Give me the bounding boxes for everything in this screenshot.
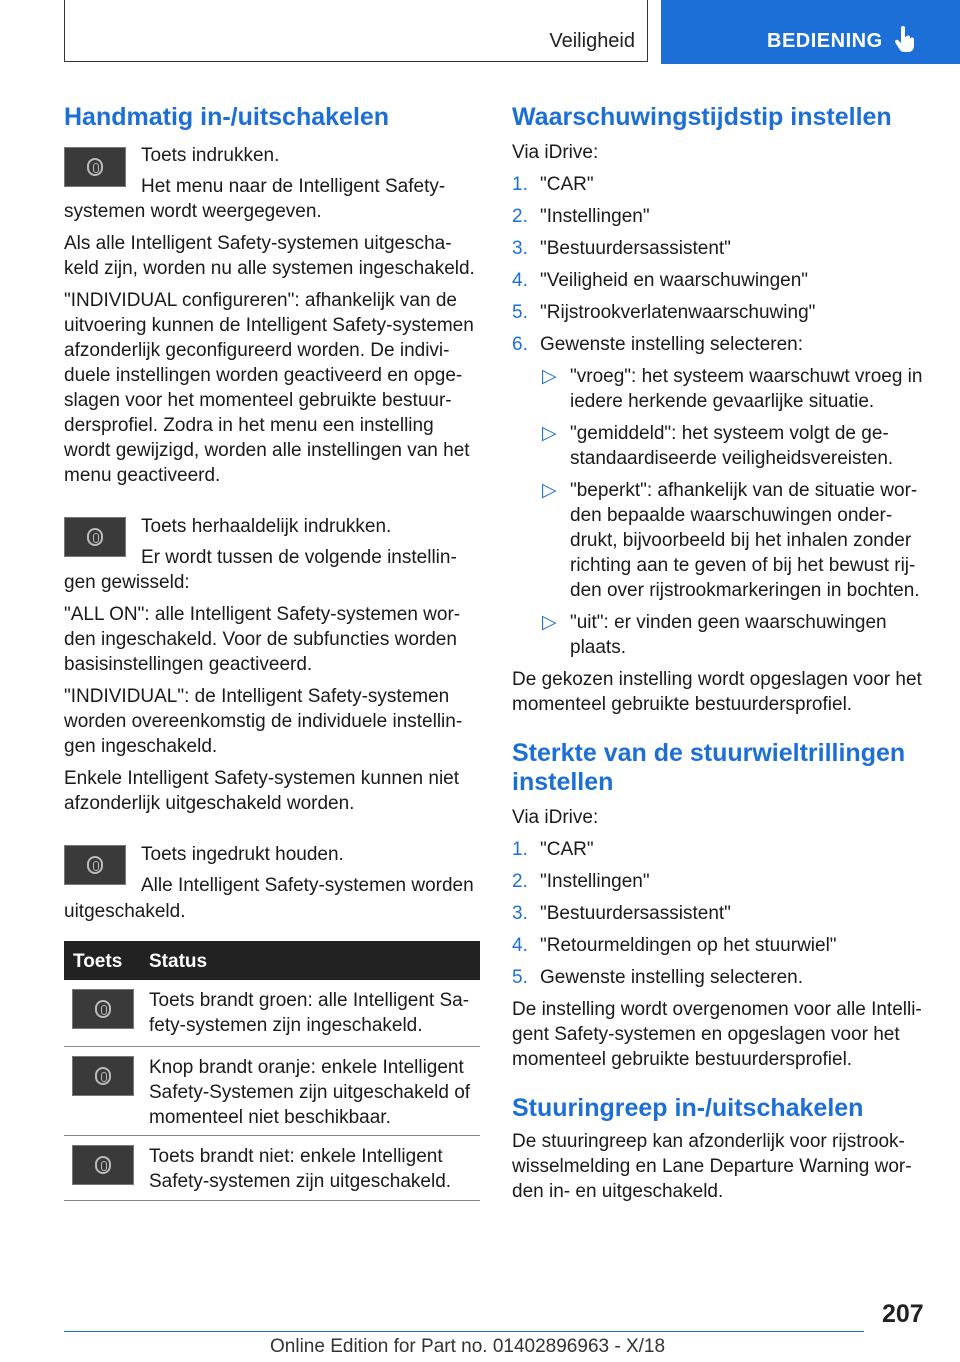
left-section-title: Handmatig in-/uitschakelen <box>64 103 390 131</box>
safety-button-icon <box>72 1056 134 1096</box>
p2-line: slagen voor het momenteel gebruikte bestuur- <box>64 390 452 411</box>
chapter-label: BEDIENING <box>767 30 883 52</box>
safety-button-icon <box>64 845 126 885</box>
p2-line: duele instellingen worden geactiveerd en opge- <box>64 365 463 386</box>
table-row <box>64 1047 480 1136</box>
safety-button-icon <box>72 1145 134 1185</box>
option-item: ▷ "beperkt": afhankelijk van de situatie wor- den bepaalde waarschuwingen onder- drukt, bijvoorbeeld bij het inhalen zonder richting aan te geven of bij het bewust rij- den over rijstrookmarkeringen in bochten. <box>542 480 920 601</box>
safety-button-icon <box>64 517 126 557</box>
p3-line: basisinstellingen geactiveerd. <box>64 654 313 675</box>
block1-line3: systemen wordt weergegeven. <box>64 201 322 222</box>
p2-line: dersprofiel. Zodra in het menu een instelling <box>64 415 434 436</box>
section-title-warning-time: Waarschuwingstijdstip instellen <box>512 103 892 131</box>
page-number: 207 <box>882 1300 924 1328</box>
body-line: den in- en uitgeschakeld. <box>512 1181 724 1202</box>
option-item: ▷ "gemiddeld": het systeem volgt de ge- standaardiseerde veiligheidsvereisten. <box>542 423 894 469</box>
p2-line: "INDIVIDUAL configureren": afhankelijk van de <box>64 290 457 311</box>
after-line: De gekozen instelling wordt opgeslagen voor het <box>512 669 922 690</box>
p5-line: afzonderlijk uitgeschakeld worden. <box>64 793 355 814</box>
steps-list <box>512 837 932 990</box>
body-line: De stuuringreep kan afzonderlijk voor rijstrook- <box>512 1131 905 1152</box>
block3-line3: uitgeschakeld. <box>64 901 186 922</box>
block2-line2: Er wordt tussen de volgende instellin- <box>141 547 457 568</box>
table-header-cell: Toets <box>73 951 123 972</box>
block3-cont <box>64 899 484 924</box>
cell-line: Safety-Systemen zijn uitgeschakeld of <box>149 1082 471 1103</box>
block1-line2: Het menu naar de Intelligent Safety- <box>141 176 446 197</box>
table-header-cell: Status <box>149 951 208 972</box>
table-row <box>64 980 480 1047</box>
after-line: De instelling wordt overgenomen voor alle Intelli- <box>512 999 922 1020</box>
section-title-vibration-2: instellen <box>512 768 614 796</box>
p4-line: gen ingeschakeld. <box>64 736 218 757</box>
body-line: wisselmelding en Lane Departure Warning wor- <box>512 1156 912 1177</box>
section-title-steering: Stuuringreep in-/uitschakelen <box>512 1094 864 1122</box>
block1-line1: Toets indrukken. <box>141 145 280 166</box>
step-item: 5. Gewenste instelling selecteren. <box>512 967 803 988</box>
block3-line1: Toets ingedrukt houden. <box>141 844 344 865</box>
cell-line: Knop brandt oranje: enkele Intelligent <box>149 1057 464 1078</box>
left-paragraphs-1 <box>64 199 484 488</box>
steps-list <box>512 172 932 357</box>
p2-line: uitvoering kunnen de Intelligent Safety-systemen <box>64 315 474 336</box>
p3-line: den ingeschakeld. Voor de subfuncties worden <box>64 629 457 650</box>
safety-button-icon <box>64 147 126 187</box>
table-cell <box>149 1055 479 1130</box>
after-line: momenteel gebruikte bestuurdersprofiel. <box>512 694 853 715</box>
chapter-tab <box>661 0 960 64</box>
section-label: Veiligheid <box>549 30 635 52</box>
status-table <box>64 941 480 1201</box>
p4-line: worden overeenkomstig de individuele instellin- <box>64 711 463 732</box>
block2-line3: gen gewisseld: <box>64 572 190 593</box>
block3-line2: Alle Intelligent Safety-systemen worden <box>141 875 474 896</box>
table-cell <box>149 1144 479 1194</box>
after-line: gent Safety-systemen en opgeslagen voor het <box>512 1024 900 1045</box>
p1-line: Als alle Intelligent Safety-systemen uitgescha- <box>64 233 452 254</box>
step-item: 2. "Instellingen" <box>512 206 650 227</box>
p2-line: menu geactiveerd. <box>64 465 221 486</box>
block2-line1: Toets herhaaldelijk indrukken. <box>141 516 392 537</box>
step-item: 1. "CAR" <box>512 839 594 860</box>
via-idrive: Via iDrive: <box>512 807 599 828</box>
left-column <box>64 103 484 132</box>
section-title-vibration: Sterkte van de stuurwieltrillingen <box>512 739 906 767</box>
table-row <box>64 1136 480 1201</box>
table-header <box>64 941 480 980</box>
step-item: 3. "Bestuurdersassistent" <box>512 903 731 924</box>
p2-line: wordt gewijzigd, worden alle instellingen van het <box>64 440 470 461</box>
safety-button-icon <box>72 989 134 1029</box>
step-item: 6. Gewenste instelling selecteren: <box>512 334 803 355</box>
options-list <box>512 364 932 660</box>
footer-divider <box>64 1331 864 1332</box>
step-item: 4. "Veiligheid en waarschuwingen" <box>512 270 809 291</box>
p3-line: "ALL ON": alle Intelligent Safety-systemen wor- <box>64 604 461 625</box>
block3-text <box>141 842 481 898</box>
p4-line: "INDIVIDUAL": de Intelligent Safety-systemen <box>64 686 450 707</box>
option-item: ▷ "uit": er vinden geen waarschuwingen plaats. <box>542 612 887 658</box>
cell-line: Safety-systemen zijn uitgeschakeld. <box>149 1171 452 1192</box>
right-column <box>512 103 932 1204</box>
step-item: 1. "CAR" <box>512 174 594 195</box>
block2-text <box>141 514 481 570</box>
cell-line: Toets brandt groen: alle Intelligent Sa- <box>149 990 470 1011</box>
step-item: 4. "Retourmeldingen op het stuurwiel" <box>512 935 837 956</box>
left-paragraphs-2 <box>64 570 484 816</box>
step-item: 2. "Instellingen" <box>512 871 650 892</box>
after-line: momenteel gebruikte bestuurdersprofiel. <box>512 1049 853 1070</box>
cell-line: Toets brandt niet: enkele Intelligent <box>149 1146 443 1167</box>
cell-line: fety-systemen zijn ingeschakeld. <box>149 1015 423 1036</box>
footer-edition: Online Edition for Part no. 01402896963 - X/18 <box>270 1336 666 1357</box>
block1-text <box>141 143 481 199</box>
p1-line: keld zijn, worden nu alle systemen ingeschakeld. <box>64 258 475 279</box>
table-cell <box>149 988 479 1038</box>
p2-line: afzonderlijk geconfigureerd worden. De indivi- <box>64 340 450 361</box>
via-idrive: Via iDrive: <box>512 142 599 163</box>
p5-line: Enkele Intelligent Safety-systemen kunnen niet <box>64 768 460 789</box>
cell-line: momenteel niet beschikbaar. <box>149 1107 391 1128</box>
option-item: ▷ "vroeg": het systeem waarschuwt vroeg in iedere herkende gevaarlijke situatie. <box>542 366 923 412</box>
step-item: 5. "Rijstrookverlatenwaarschuwing" <box>512 302 816 323</box>
hand-pointer-icon <box>894 26 916 52</box>
section-tab <box>64 0 648 62</box>
page-header <box>64 0 960 64</box>
step-item: 3. "Bestuurdersassistent" <box>512 238 731 259</box>
